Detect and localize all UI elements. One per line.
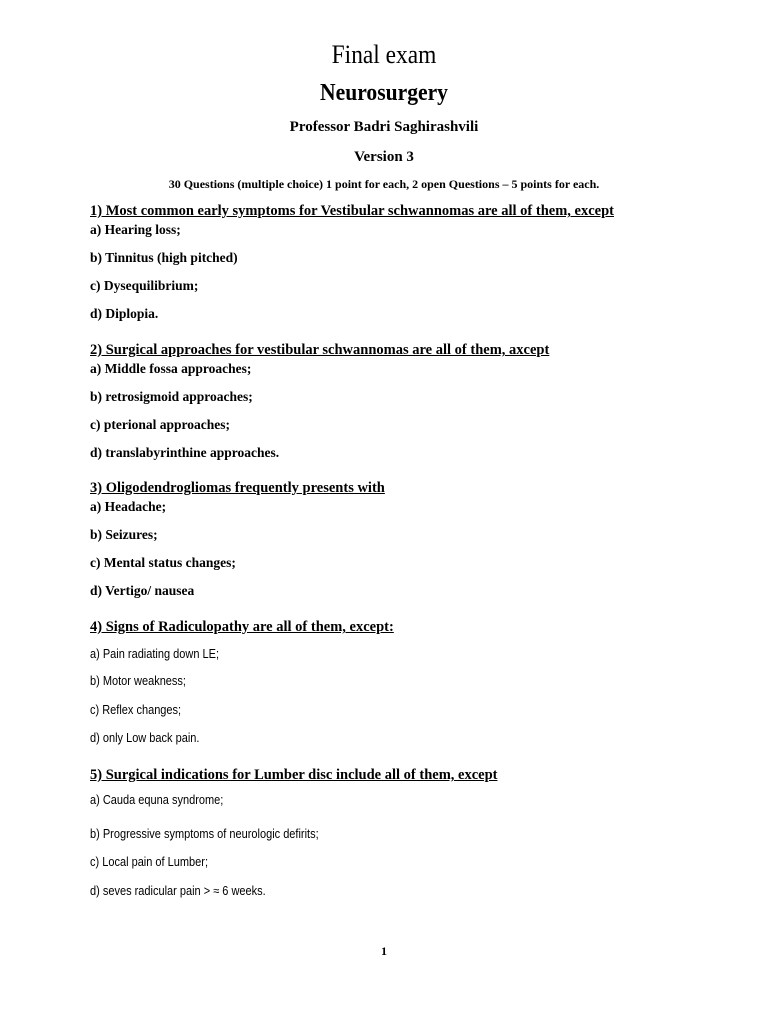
question-2-option-a: a) Middle fossa approaches;	[90, 361, 252, 376]
question-1-text: 1) Most common early symptoms for Vestibular schwannomas are all of them, except	[90, 203, 614, 219]
question-2-option-b: b) retrosigmoid approaches;	[90, 389, 253, 404]
exam-subject: Neurosurgery	[320, 80, 448, 106]
question-5-text: 5) Surgical indications for Lumber disc include all of them, except	[90, 767, 498, 783]
question-4-option-d: d) only Low back pain.	[90, 731, 200, 745]
question-1-option-a: a) Hearing loss;	[90, 222, 181, 237]
question-3-option-b: b) Seizures;	[90, 527, 158, 542]
question-2-option-d: d) translabyrinthine approaches.	[90, 445, 280, 460]
question-3-option-d: d) Vertigo/ nausea	[90, 583, 195, 598]
question-1-option-c: c) Dysequilibrium;	[90, 278, 199, 293]
question-1-option-d: d) Diplopia.	[90, 306, 159, 321]
question-1-option-b: b) Tinnitus (high pitched)	[90, 250, 238, 265]
page-number: 1	[381, 944, 387, 958]
question-3-option-a: a) Headache;	[90, 499, 167, 514]
professor-name: Professor Badri Saghirashvili	[289, 119, 479, 135]
question-2-text: 2) Surgical approaches for vestibular schwannomas are all of them, axcept	[90, 342, 550, 358]
question-3-option-c: c) Mental status changes;	[90, 555, 236, 570]
question-5-option-b: b) Progressive symptoms of neurologic defirits;	[90, 827, 319, 841]
question-5-option-c: c) Local pain of Lumber;	[90, 855, 209, 869]
question-2-option-c: c) pterional approaches;	[90, 417, 230, 432]
question-3-text: 3) Oligodendrogliomas frequently presents with	[90, 480, 385, 496]
question-4-option-b: b) Motor weakness;	[90, 674, 186, 688]
question-4-text: 4) Signs of Radiculopathy are all of them, except:	[90, 619, 394, 635]
question-4-option-a: a) Pain radiating down LE;	[90, 647, 220, 661]
exam-version: Version 3	[354, 149, 414, 165]
question-4-option-c: c) Reflex changes;	[90, 703, 182, 717]
exam-instructions: 30 Questions (multiple choice) 1 point for each, 2 open Questions – 5 points for each.	[168, 177, 600, 191]
question-5-option-a: a) Cauda equna syndrome;	[90, 793, 224, 807]
question-5-option-d: d) seves radicular pain > ≈ 6 weeks.	[90, 884, 266, 898]
exam-title: Final exam	[331, 40, 437, 69]
